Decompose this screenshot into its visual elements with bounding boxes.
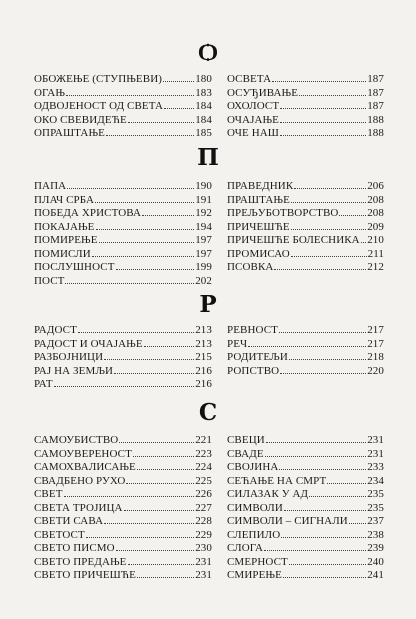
entry-term: ОЧЕ НАШ: [227, 127, 279, 139]
index-entry: [34, 555, 212, 569]
entry-page: 235: [367, 501, 384, 514]
leader-dots: [265, 447, 367, 457]
entry-page: 187: [367, 86, 384, 99]
index-entry: [227, 514, 384, 528]
leader-dots: [349, 514, 366, 524]
entry-page: 208: [367, 193, 384, 206]
entry-term: ПРИЧЕШЋЕ БОЛЕСНИКА: [227, 234, 360, 246]
entry-term: ОКО СВЕВИДЕЋЕ: [34, 113, 127, 126]
entry-page: 209: [367, 220, 384, 233]
entry-term: РАЗБОЈНИЦИ: [34, 351, 104, 363]
entry-term: СВАДЕ: [227, 447, 264, 460]
entry-page: 197: [195, 247, 212, 260]
index-entry: [34, 247, 212, 261]
entry-term: СВЕТИ САВА: [34, 515, 104, 527]
leader-dots: [104, 514, 194, 524]
leader-dots: [116, 260, 195, 270]
index-entry: [34, 541, 212, 555]
entry-page: 199: [195, 261, 212, 273]
index-entry: [34, 179, 212, 193]
entry-page: 192: [195, 207, 212, 219]
leader-dots: [133, 447, 194, 457]
index-entry: [34, 568, 212, 582]
entry-term: СЕЋАЊЕ НА СМРТ: [227, 474, 327, 487]
index-entry: [227, 86, 384, 100]
entry-page: 183: [195, 86, 212, 99]
leader-dots: [124, 501, 195, 511]
index-entry: [34, 113, 212, 127]
entry-page: 194: [195, 220, 212, 233]
leader-dots: [99, 233, 195, 243]
entry-term: ПОМИСЛИ: [34, 247, 91, 260]
index-entry: [227, 113, 384, 127]
entry-page: 187: [367, 100, 384, 112]
right-column: [227, 179, 384, 274]
index-entry: [227, 193, 384, 207]
index-entry: [34, 447, 212, 461]
index-entry: [227, 206, 384, 220]
entry-term: САМОУВЕРЕНОСТ: [34, 447, 132, 460]
entry-page: 190: [195, 180, 212, 192]
entry-term: СИМВОЛИ – СИГНАЛИ: [227, 515, 348, 527]
leader-dots: [280, 99, 366, 109]
entry-page: 215: [195, 351, 212, 363]
entry-page: 180: [195, 73, 212, 85]
entry-term: СМИРЕЊЕ: [227, 569, 282, 581]
leader-dots: [54, 377, 194, 387]
section-letter-p: [0, 145, 416, 172]
index-entry: [227, 99, 384, 113]
entry-term: РАЈ НА ЗЕМЉИ: [34, 364, 114, 377]
entry-term: ОГАЊ: [34, 86, 66, 99]
leader-dots: [86, 528, 194, 538]
entry-term: СВЕТО ПИСМО: [34, 542, 115, 554]
leader-dots: [272, 72, 366, 82]
left-column: [34, 433, 212, 582]
entry-term: ПСОВКА: [227, 261, 274, 273]
entry-term: РОДИТЕЉИ: [227, 351, 288, 363]
entry-term: СВАДБЕНО РУХО: [34, 474, 126, 487]
entry-page: 211: [367, 247, 384, 260]
entry-term: СЛОГА: [227, 542, 264, 554]
leader-dots: [128, 113, 194, 123]
entry-page: 240: [367, 555, 384, 568]
index-entry: [227, 555, 384, 569]
leader-dots: [289, 555, 366, 565]
index-entry: [227, 460, 384, 474]
left-column: [34, 323, 212, 391]
entry-term: ОХОЛОСТ: [227, 100, 280, 112]
index-entry: [34, 206, 212, 220]
leader-dots: [279, 460, 366, 470]
index-entry: [34, 528, 212, 542]
index-entry: [227, 220, 384, 234]
entry-page: 239: [367, 542, 384, 554]
leader-dots: [294, 179, 366, 189]
index-entry: [34, 350, 212, 364]
leader-dots: [327, 474, 366, 484]
right-column: [227, 433, 384, 582]
section-letter-o: [0, 40, 416, 67]
entry-page: 223: [195, 447, 212, 460]
leader-dots: [137, 568, 194, 578]
leader-dots: [289, 350, 366, 360]
index-entry: [34, 233, 212, 247]
entry-page: 225: [195, 474, 212, 487]
index-entry: [227, 528, 384, 542]
leader-dots: [144, 337, 195, 347]
entry-page: 206: [367, 180, 384, 192]
right-column: [227, 72, 384, 140]
index-entry: [227, 179, 384, 193]
leader-dots: [95, 193, 194, 203]
index-entry: [34, 99, 212, 113]
leader-dots: [283, 568, 366, 578]
entry-page: 231: [195, 555, 212, 568]
index-entry: [34, 72, 212, 86]
right-column: [227, 323, 384, 377]
entry-page: 191: [195, 193, 212, 206]
index-entry: [227, 126, 384, 140]
leader-dots: [104, 350, 194, 360]
leader-dots: [78, 323, 194, 333]
entry-term: РАТ: [34, 378, 53, 390]
entry-page: 188: [367, 127, 384, 139]
entry-term: СИЛАЗАК У АД: [227, 488, 309, 500]
index-entry: [34, 364, 212, 378]
index-entry: [227, 474, 384, 488]
leader-dots: [361, 233, 366, 243]
index-entry: [227, 487, 384, 501]
entry-term: СИМВОЛИ: [227, 501, 283, 514]
section-letter-text: Р: [199, 291, 217, 318]
entry-page: 233: [367, 461, 384, 473]
entry-term: СМЕРНОСТ: [227, 555, 288, 568]
leader-dots: [281, 528, 366, 538]
section-letter-s: [0, 400, 416, 427]
section-letter-text: П: [197, 144, 219, 171]
leader-dots: [266, 433, 366, 443]
leader-dots: [67, 179, 194, 189]
index-entry: [227, 260, 384, 274]
entry-term: ПРОМИСАО: [227, 247, 290, 260]
leader-dots: [119, 433, 194, 443]
entry-term: ПОКАЈАЊЕ: [34, 220, 95, 233]
entry-term: РАДОСТ: [34, 324, 77, 336]
leader-dots: [106, 126, 194, 136]
entry-term: ОДВОЈЕНОСТ ОД СВЕТА: [34, 100, 164, 112]
entry-page: 188: [367, 113, 384, 126]
leader-dots: [299, 86, 366, 96]
entry-page: 231: [367, 447, 384, 460]
entry-page: 197: [195, 234, 212, 246]
section-letter-text: Ѻ: [198, 39, 218, 66]
leader-dots: [64, 487, 195, 497]
index-entry: [34, 274, 212, 288]
entry-page: 202: [195, 274, 212, 287]
entry-page: 241: [367, 569, 384, 581]
leader-dots: [264, 541, 366, 551]
index-entry: [227, 541, 384, 555]
entry-page: 184: [195, 100, 212, 112]
entry-term: ОСВЕТА: [227, 73, 272, 85]
entry-term: ОЧАЈАЊЕ: [227, 113, 279, 126]
index-entry: [34, 126, 212, 140]
index-entry: [34, 193, 212, 207]
entry-term: ПОМИРЕЊЕ: [34, 234, 98, 246]
left-column: [34, 72, 212, 140]
entry-term: СВЕТО ПРЕДАЊЕ: [34, 555, 127, 568]
leader-dots: [92, 247, 194, 257]
entry-page: 184: [195, 113, 212, 126]
leader-dots: [291, 247, 367, 257]
leader-dots: [280, 113, 366, 123]
leader-dots: [116, 541, 194, 551]
index-entry: [227, 568, 384, 582]
entry-term: ПРАШТАЊЕ: [227, 193, 290, 206]
entry-page: 213: [195, 324, 212, 336]
entry-page: 228: [195, 515, 212, 527]
left-column: [34, 179, 212, 287]
entry-page: 227: [195, 501, 212, 514]
leader-dots: [291, 193, 366, 203]
index-entry: [34, 501, 212, 515]
entry-page: 208: [367, 207, 384, 219]
entry-page: 217: [367, 324, 384, 336]
entry-page: 217: [367, 337, 384, 350]
index-entry: [34, 514, 212, 528]
entry-page: 235: [367, 488, 384, 500]
leader-dots: [339, 206, 366, 216]
entry-term: САМОХВАЛИСАЊЕ: [34, 461, 136, 473]
leader-dots: [280, 126, 366, 136]
entry-term: СВОЈИНА: [227, 461, 279, 473]
entry-term: ОСУЂИВАЊЕ: [227, 86, 299, 99]
index-entry: [34, 474, 212, 488]
leader-dots: [126, 474, 194, 484]
entry-page: 230: [195, 542, 212, 554]
entry-term: ПРЕЉУБОТВОРСТВО: [227, 207, 339, 219]
entry-term: ПАПА: [34, 180, 67, 192]
entry-term: РЕВНОСТ: [227, 324, 278, 336]
index-entry: [34, 220, 212, 234]
entry-page: 210: [367, 234, 384, 246]
leader-dots: [164, 99, 194, 109]
section-letter-r: [0, 292, 416, 319]
entry-page: 229: [195, 528, 212, 541]
entry-term: СВЕЦИ: [227, 434, 265, 446]
leader-dots: [128, 555, 195, 565]
leader-dots: [66, 86, 194, 96]
entry-page: 231: [195, 569, 212, 581]
entry-page: 213: [195, 337, 212, 350]
section-letter-text: С: [198, 399, 218, 426]
entry-page: 226: [195, 488, 212, 500]
entry-term: РЕЧ: [227, 337, 248, 350]
leader-dots: [96, 220, 195, 230]
entry-term: РАДОСТ И ОЧАЈАЊЕ: [34, 337, 143, 350]
index-entry: [34, 86, 212, 100]
entry-term: СВЕТ: [34, 488, 63, 500]
index-entry: [34, 337, 212, 351]
index-entry: [227, 337, 384, 351]
index-entry: [227, 447, 384, 461]
leader-dots: [284, 501, 366, 511]
entry-term: ПРАВЕДНИК: [227, 180, 294, 192]
leader-dots: [291, 220, 367, 230]
entry-term: ПОСТ: [34, 274, 65, 287]
entry-page: 238: [367, 528, 384, 541]
index-entry: [227, 350, 384, 364]
entry-page: 185: [195, 127, 212, 139]
entry-page: 237: [367, 515, 384, 527]
index-entry: [34, 460, 212, 474]
entry-page: 212: [367, 261, 384, 273]
index-entry: [34, 433, 212, 447]
index-entry: [227, 501, 384, 515]
entry-page: 221: [195, 434, 212, 446]
entry-term: ПОБЕДА ХРИСТОВА: [34, 207, 142, 219]
entry-page: 224: [195, 461, 212, 473]
index-entry: [34, 487, 212, 501]
leader-dots: [163, 72, 194, 82]
leader-dots: [114, 364, 194, 374]
index-entry: [227, 433, 384, 447]
entry-term: СВЕТОСТ: [34, 528, 85, 541]
entry-term: СВЕТО ПРИЧЕШЋЕ: [34, 569, 136, 581]
index-entry: [34, 260, 212, 274]
index-entry: [34, 323, 212, 337]
entry-page: 231: [367, 434, 384, 446]
entry-page: 216: [195, 364, 212, 377]
index-entry: [34, 377, 212, 391]
entry-page: 218: [367, 351, 384, 363]
entry-term: ПОСЛУШНОСТ: [34, 261, 115, 273]
entry-term: ПРИЧЕШЋЕ: [227, 220, 290, 233]
index-entry: [227, 72, 384, 86]
leader-dots: [309, 487, 366, 497]
index-entry: [227, 364, 384, 378]
entry-page: 187: [367, 73, 384, 85]
entry-term: ПЛАЧ СРБА: [34, 193, 95, 206]
entry-term: СВЕТА ТРОЈИЦА: [34, 501, 123, 514]
entry-page: 216: [195, 378, 212, 390]
leader-dots: [280, 364, 366, 374]
index-entry: [227, 323, 384, 337]
entry-page: 220: [367, 364, 384, 377]
index-entry: [227, 247, 384, 261]
leader-dots: [274, 260, 366, 270]
entry-term: ОПРАШТАЊЕ: [34, 127, 105, 139]
leader-dots: [142, 206, 194, 216]
entry-term: СЛЕПИЛО: [227, 528, 281, 541]
entry-term: САМОУБИСТВО: [34, 434, 119, 446]
leader-dots: [137, 460, 194, 470]
leader-dots: [248, 337, 366, 347]
index-entry: [227, 233, 384, 247]
entry-page: 234: [367, 474, 384, 487]
entry-term: ОБОЖЕЊЕ (СТУПЊЕВИ): [34, 73, 162, 85]
leader-dots: [65, 274, 194, 284]
leader-dots: [279, 323, 366, 333]
entry-term: РОПСТВО: [227, 364, 280, 377]
